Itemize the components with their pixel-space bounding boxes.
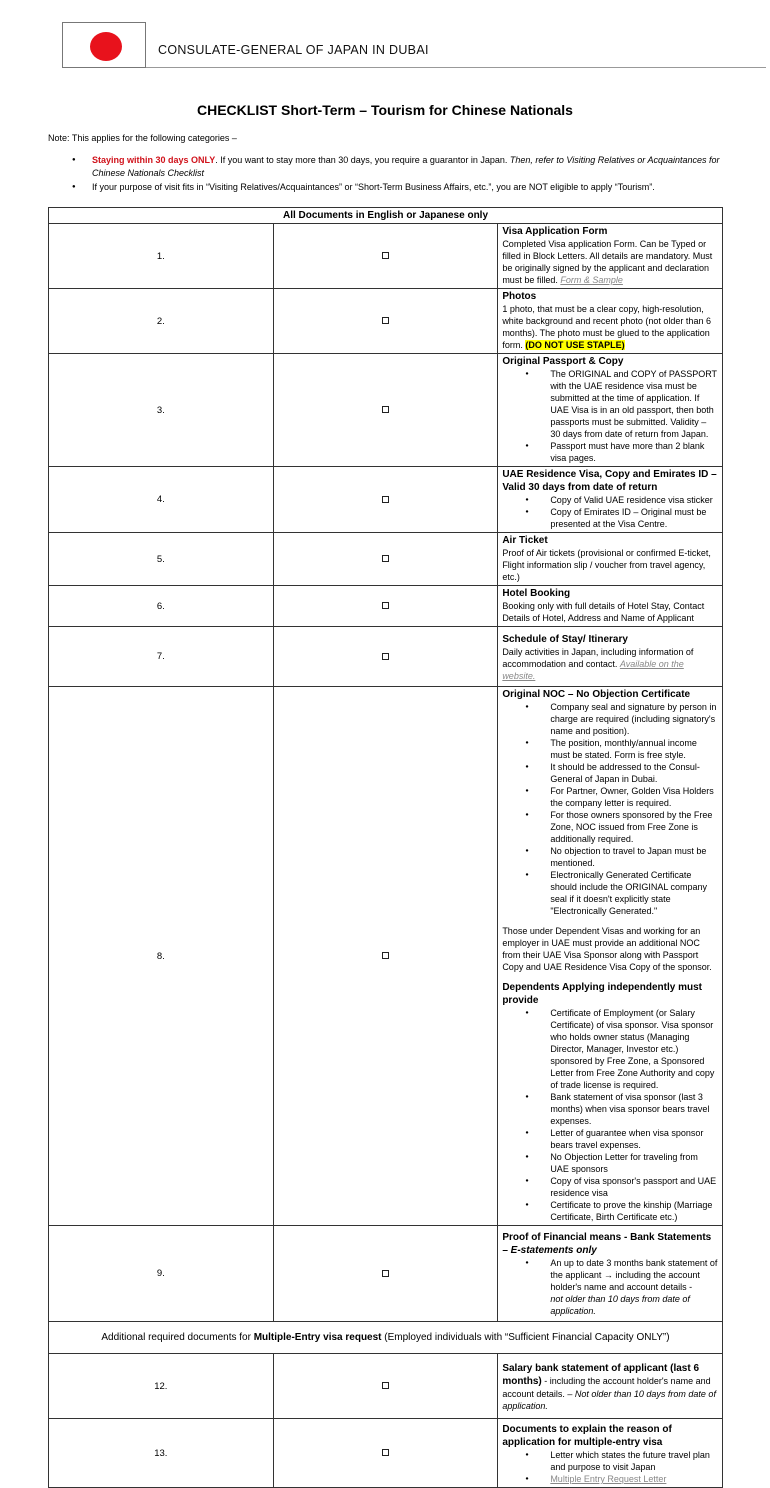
checkbox[interactable] [382, 252, 389, 259]
checkbox[interactable] [382, 317, 389, 324]
table-row: 4. UAE Residence Visa, Copy and Emirates ID – Valid 30 days from date of return ● Copy of Valid UAE residence visa sticker ● Copy of Emirates ID – Original must be presented at the Visa Centre. [49, 467, 723, 533]
table-row: 12. Salary bank statement of applicant (last 6 months) - including the account holder's name and account details. – Not older than 10 days from date of application. [49, 1354, 723, 1419]
header-divider [146, 67, 766, 68]
japan-flag-icon [62, 22, 146, 68]
table-row: 6. Hotel Booking Booking only with full details of Hotel Stay, Contact Details of Hotel, Address and Name of Applicant [49, 586, 723, 627]
bullet-stay-limit: ● Staying within 30 days ONLY. If you want to stay more than 30 days, you require a guarantor in Japan. Then, refer to Visiting Relatives or Acquaintances for Chinese Nationals Checklist [72, 154, 722, 180]
checkbox[interactable] [382, 555, 389, 562]
checkbox[interactable] [382, 496, 389, 503]
checkbox[interactable] [382, 406, 389, 413]
table-row: 9. Proof of Financial means - Bank Statements – E-statements only ● An up to date 3 months bank statement of the applicant → including the account holder's name and account details - not older than 10 days from date of application. [49, 1226, 723, 1322]
page-title: CHECKLIST Short-Term – Tourism for Chinese Nationals [197, 102, 573, 118]
table-row: 8. Original NOC – No Objection Certificate ● Company seal and signature by person in charge are required (including signatory's name and position). ● The position, monthly/annual income must be stated. Form is free style. ● It should be addressed to the Consul- General of Japan in Dubai. ● For Partner, Owner, Golden Visa Holders the company letter is required. ● For those owners sponsored by the Free Zone, NOC issued from Free Zone is additionally required. ● No objection to travel to Japan must be mentioned. ● Electronically Generated Certificate should include the ORIGINAL company seal if it doesn't explicitly state "Electronically Generated." Those under Dependent Visas and working for an employer in UAE must provide an additional NOC from their UAE Visa Sponsor along with Passport Copy and UAE Residence Visa Copy of the sponsor. Dependents Applying independently must provide ● Certificate of Employment (or Salary Certificate) of visa sponsor. Visa sponsor who holds owner status (Managing Director, Manager, Investor etc.) sponsored by Free Zone, a Sponsored Letter from Free Zone Authority and copy of trade license is required. ● Bank statement of visa sponsor (last 3 months) when visa sponsor bears travel expenses. ● Letter of guarantee when visa sponsor bears travel expenses. ● No Objection Letter for traveling from UAE sponsors ● Copy of visa sponsor's passport and UAE residence visa ● Certificate to prove the kinship (Marriage Certificate, Birth Certificate etc.) [49, 687, 723, 1226]
checklist-table [48, 207, 723, 1488]
table-row: 5. Air Ticket Proof of Air tickets (provisional or confirmed E-ticket, Flight information slip / voucher from travel agency, etc.) [49, 533, 723, 586]
table-row: 13. Documents to explain the reason of application for multiple-entry visa ● Letter which states the future travel plan and purpose to visit Japan ● Multiple Entry Request Letter [49, 1419, 723, 1488]
table-header: All Documents in English or Japanese only [49, 208, 723, 224]
table-row: 3. Original Passport & Copy ● The ORIGINAL and COPY of PASSPORT with the UAE residence visa must be submitted at the time of application. If UAE Visa is in an old passport, then both passports must be submitted. Validity – 30 days from date of return from Japan. ● Passport must have more than 2 blank visa pages. [49, 354, 723, 467]
bullet-eligibility: ● If your purpose of visit fits in “Visiting Relatives/Acquaintances” or “Short-Term Business Affairs, etc.”, you are NOT eligible to apply “Tourism”. [72, 181, 722, 194]
checkbox[interactable] [382, 602, 389, 609]
checkbox[interactable] [382, 1270, 389, 1277]
checkbox[interactable] [382, 952, 389, 959]
category-bullets [72, 154, 722, 195]
consulate-name: CONSULATE-GENERAL OF JAPAN IN DUBAI [158, 43, 429, 57]
multiple-entry-letter-link[interactable]: Multiple Entry Request Letter [550, 1474, 667, 1484]
table-row: 1. Visa Application Form Completed Visa application Form. Can be Typed or filled in Block Letters. All details are mandatory. Must be originally signed by the applicant and declaration must be filled. Form & Sample [49, 224, 723, 289]
table-row: 7. Schedule of Stay/ Itinerary Daily activities in Japan, including information of accommodation and contact. Available on the website. [49, 627, 723, 687]
checkbox[interactable] [382, 653, 389, 660]
table-row: 2. Photos 1 photo, that must be a clear copy, high-resolution, white background and recent photo (not older than 6 months). The photo must be glued to the application form. (DO NOT USE STAPLE) [49, 289, 723, 354]
letterhead [62, 22, 770, 84]
checkbox[interactable] [382, 1449, 389, 1456]
website-link[interactable]: Available on the website. [502, 659, 684, 681]
additional-docs-row: Additional required documents for Multiple-Entry visa request (Employed individuals with “Sufficient Financial Capacity ONLY”) [49, 1322, 723, 1354]
note: Note: This applies for the following categories – [48, 133, 237, 143]
checkbox[interactable] [382, 1382, 389, 1389]
form-sample-link[interactable]: Form & Sample [560, 275, 623, 285]
